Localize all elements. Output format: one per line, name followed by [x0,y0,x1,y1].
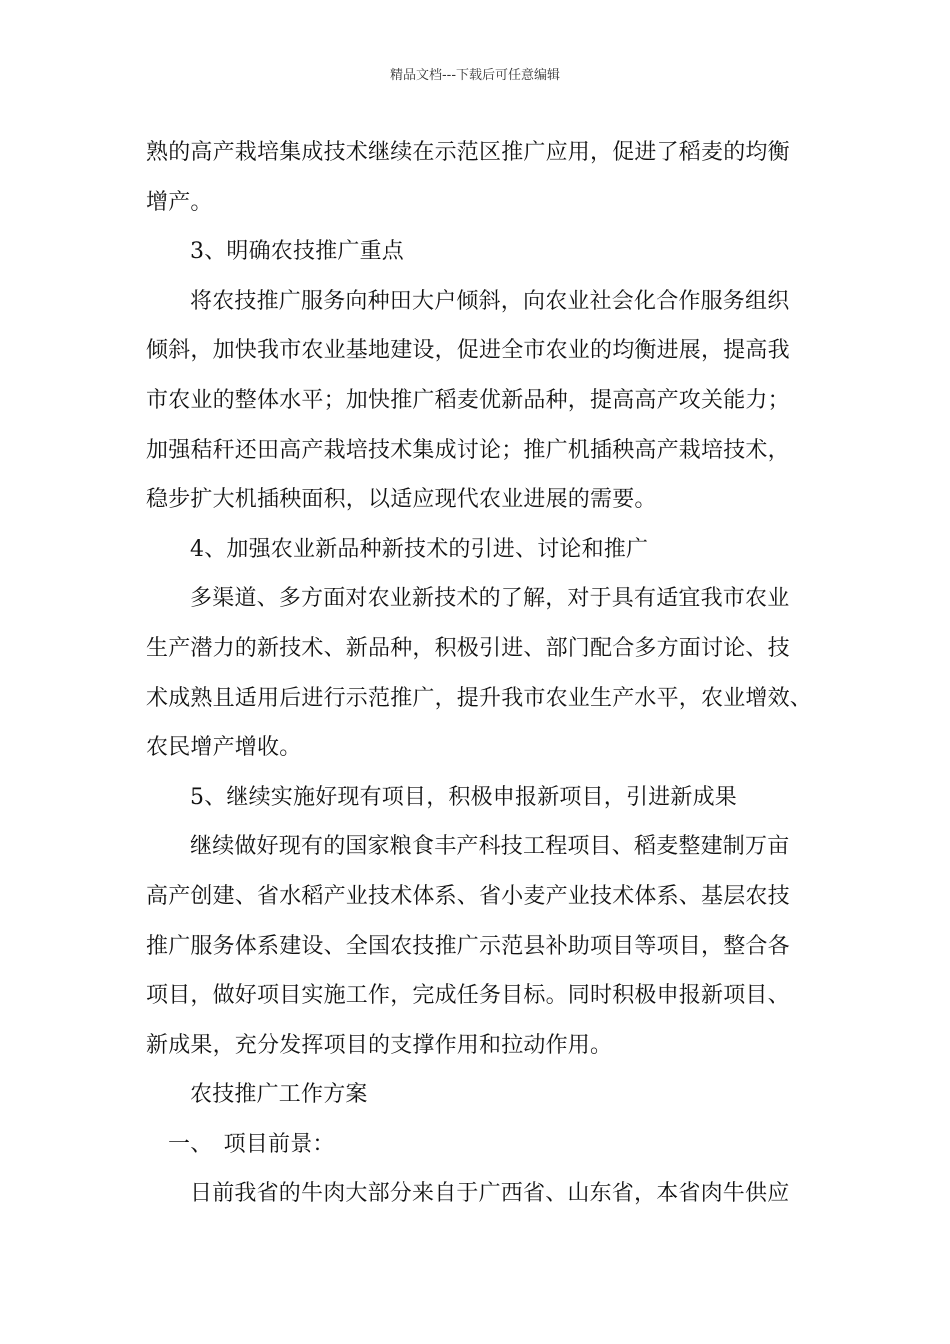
text-line: 加强秸秆还田高产栽培技术集成讨论；推广机插秧高产栽培技术， [146,437,790,463]
text-line: 农民增产增收。 [146,735,302,761]
text-line: 多渠道、多方面对农业新技术的了解，对于具有适宜我市农业 [190,586,790,612]
text-line: 术成熟且适用后进行示范推广，提升我市农业生产水平，农业增效、 [146,685,813,711]
text-line: 市农业的整体水平；加快推广稻麦优新品种，提高高产攻关能力； [146,387,790,413]
text-line: 项目，做好项目实施工作，完成任务目标。同时积极申报新项目、 [146,983,790,1009]
text-line: 新成果，充分发挥项目的支撑作用和拉动作用。 [146,1032,613,1058]
text-line: 倾斜，加快我市农业基地建设，促进全市农业的均衡进展，提高我 [146,338,790,364]
document-title: 农技推广工作方案 [190,1082,368,1108]
section-heading: 一、 项目前景： [168,1131,335,1157]
section-heading: 5、继续实施好现有项目，积极申报新项目，引进新成果 [190,784,737,810]
text-line: 高产创建、省水稻产业技术体系、省小麦产业技术体系、基层农技 [146,883,790,909]
section-heading: 3、明确农技推广重点 [190,239,404,265]
text-line: 推广服务体系建设、全国农技推广示范县补助项目等项目，整合各 [146,933,790,959]
page-header: 精品文档---下载后可任意编辑 [389,68,561,83]
text-line: 继续做好现有的国家粮食丰产科技工程项目、稻麦整建制万亩 [190,834,790,860]
text-line: 生产潜力的新技术、新品种，积极引进、部门配合多方面讨论、技 [146,635,790,661]
text-line: 熟的高产栽培集成技术继续在示范区推广应用，促进了稻麦的均衡 [146,140,790,165]
text-line: 日前我省的牛肉大部分来自于广西省、山东省，本省肉牛供应 [190,1181,790,1207]
text-line: 将农技推广服务向种田大户倾斜，向农业社会化合作服务组织 [190,288,790,314]
document-body [146,128,826,1219]
section-heading: 4、加强农业新品种新技术的引进、讨论和推广 [190,536,649,562]
text-line: 稳步扩大机插秧面积，以适应现代农业进展的需要。 [146,487,657,513]
text-line: 增产。 [146,189,213,215]
